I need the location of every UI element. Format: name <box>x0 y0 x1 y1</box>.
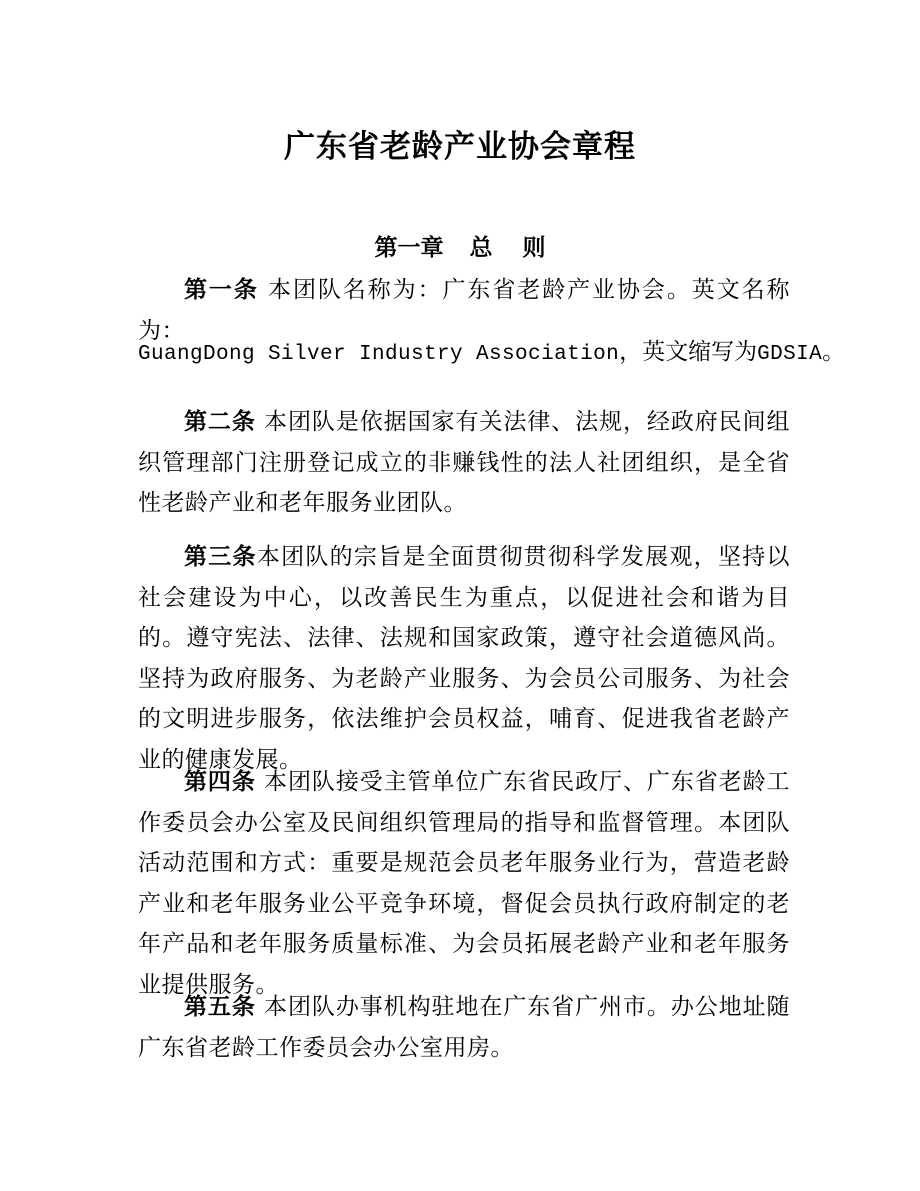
article-2-label: 第二条 <box>184 409 256 435</box>
article-2-text: 本团队是依据国家有关法律、法规，经政府民间组织管理部门注册登记成立的非赚钱性的法人社团组织，是全省性老龄产业和老年服务业团队。 <box>138 409 791 516</box>
chapter-name-part1: 总 <box>469 235 493 261</box>
article-4-label: 第四条 <box>184 769 256 795</box>
chapter-name-part2: 则 <box>522 235 546 261</box>
article-1-english-name: GuangDong Silver Industry Association <box>138 343 620 366</box>
article-3-text: 本团队的宗旨是全面贯彻贯彻科学发展观，坚持以社会建设为中心，以改善民生为重点，以促进社会和谐为目的。遵守宪法、法律、法规和国家政策，遵守社会道德风尚。坚持为政府服务、为老龄产业服务、为会员公司服务、为社会的文明进步服务，依法维护会员权益，哺育、促进我省老龄产业的健康发展。 <box>138 544 790 773</box>
article-3-label: 第三条 <box>184 544 257 570</box>
article-1-text: 本团队名称为：广东省老龄产业协会。英文名称为： <box>138 277 791 344</box>
article-4-text: 本团队接受主管单位广东省民政厅、广东省老龄工作委员会办公室及民间组织管理局的指导和监督管理。本团队活动范围和方式：重要是规范会员老年服务业行为，营造老龄产业和老年服务业公平竞争环境，督促会员执行政府制定的老年产品和老年服务质量标准、为会员拓展老龄产业和老年服务业提供服务。 <box>138 769 791 998</box>
article-5-label: 第五条 <box>184 994 256 1020</box>
article-4 <box>138 762 790 1005</box>
chapter-heading <box>0 228 920 268</box>
article-5 <box>138 987 790 1068</box>
article-3 <box>138 537 790 780</box>
document-title: 广东省老龄产业协会章程 <box>284 129 636 165</box>
article-1-abbr: GDSIA <box>757 343 823 366</box>
article-2 <box>138 402 790 524</box>
article-1-label: 第一条 <box>184 277 259 303</box>
article-1-english-line <box>138 332 846 375</box>
article-1-end: 。 <box>822 339 846 365</box>
article-1-abbr-intro: ，英文缩写为 <box>619 339 758 365</box>
chapter-number: 第一章 <box>374 235 444 261</box>
article-5-text: 本团队办事机构驻地在广东省广州市。办公地址随广东省老龄工作委员会办公室用房。 <box>138 994 791 1061</box>
